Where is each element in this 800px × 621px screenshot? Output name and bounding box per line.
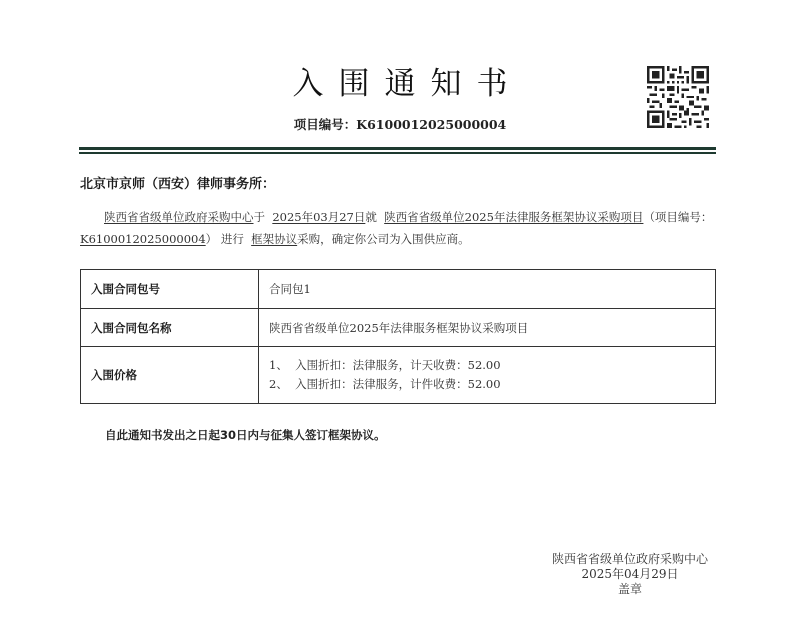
para-text: 于 — [253, 210, 265, 224]
project-number-label: 项目编号： — [293, 117, 357, 132]
table-row — [81, 309, 716, 347]
header-double-rule — [79, 147, 716, 154]
table-row — [81, 270, 716, 309]
row-label: 入围价格 — [81, 347, 259, 404]
project-name: 陕西省省级单位2025年法律服务框架协议采购项目 — [384, 210, 644, 224]
signature-organization: 陕西省省级单位政府采购中心 — [551, 552, 708, 566]
para-text: 采购，确定你公司为入围供应商。 — [297, 232, 470, 246]
deadline-notice: 自此通知书发出之日起30日内与征集人签订框架协议。 — [105, 428, 386, 442]
rule-thin — [79, 152, 716, 154]
addressee: 北京市京师（西安）律师事务所： — [80, 177, 276, 192]
table-row — [81, 347, 716, 404]
row-label: 入围合同包名称 — [81, 309, 259, 347]
signature-date: 2025年04月29日 — [581, 567, 679, 581]
row-label: 入围合同包号 — [81, 270, 259, 309]
document-title: 入围通知书 — [292, 66, 523, 102]
paragraph-project-number: K6100012025000004 — [80, 232, 206, 246]
para-text: 就 — [365, 210, 377, 224]
purchaser-name: 陕西省省级单位政府采购中心 — [104, 210, 254, 224]
procurement-method: 框架协议 — [251, 232, 298, 246]
project-number-value: K6100012025000004 — [356, 117, 507, 132]
rule-thick — [79, 147, 716, 150]
qr-code-icon — [646, 66, 710, 128]
award-info-table — [80, 269, 716, 404]
price-line: 1、 入围折扣：法律服务，计天收费：52.00 — [269, 358, 501, 372]
row-value: 陕西省省级单位2025年法律服务框架协议采购项目 — [259, 309, 716, 347]
notice-date: 2025年03月27日 — [272, 210, 366, 224]
para-text: （项目编号： — [643, 210, 713, 224]
notice-paragraph — [80, 206, 720, 250]
price-line: 2、 入围折扣：法律服务，计件收费：52.00 — [269, 377, 501, 391]
signature-seal: 盖章 — [617, 582, 642, 596]
row-value — [259, 347, 716, 404]
para-text: ） 进行 — [205, 232, 244, 246]
project-number — [250, 115, 550, 133]
signature-block — [520, 552, 740, 597]
row-value: 合同包1 — [259, 270, 716, 309]
